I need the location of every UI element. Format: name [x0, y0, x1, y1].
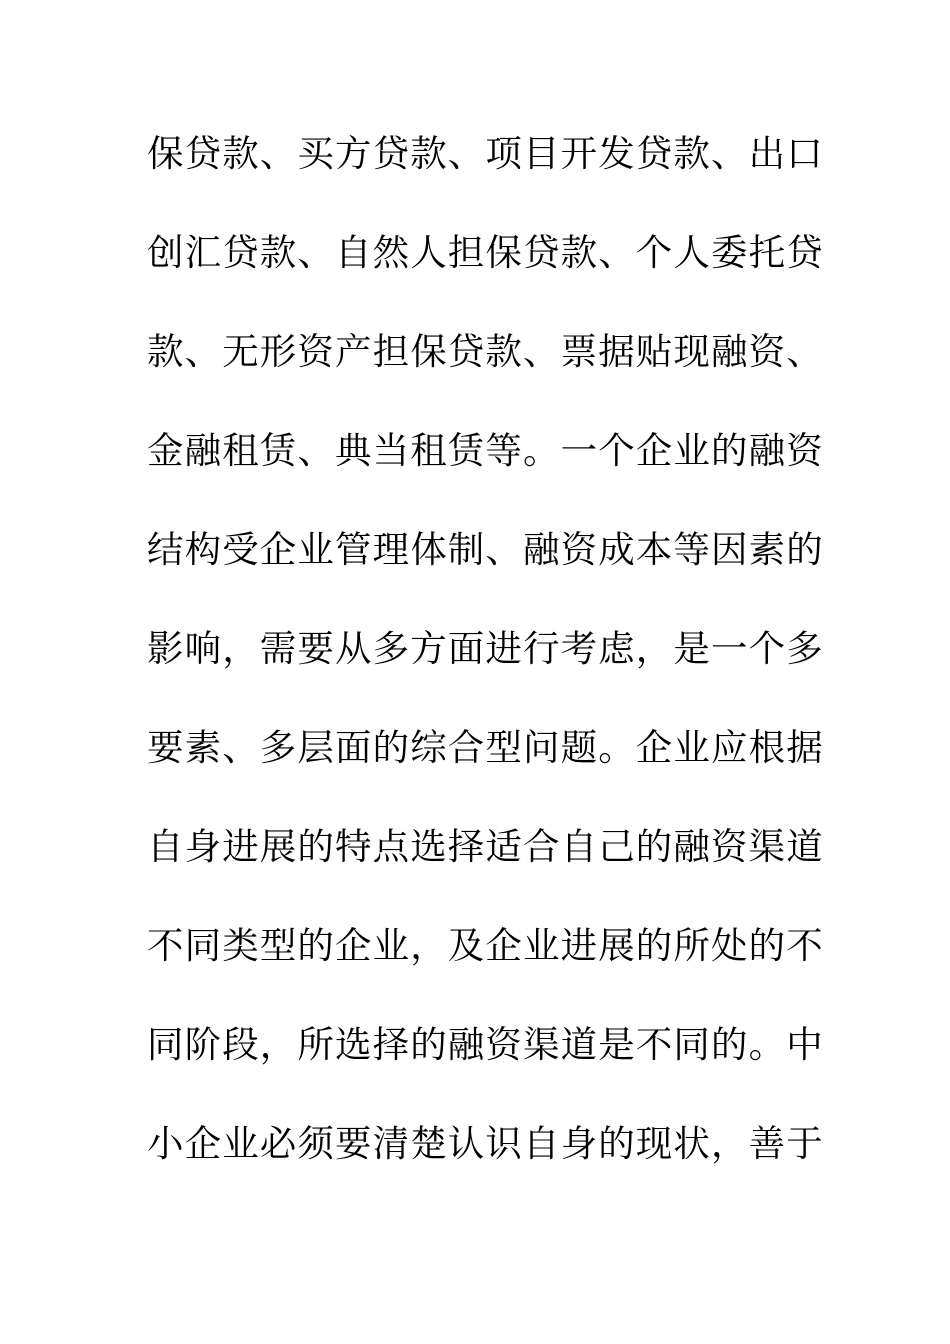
text-line-7: 要素、多层面的综合型问题。企业应根据	[147, 726, 824, 769]
text-line-4: 金融租赁、典当租赁等。一个企业的融资	[147, 429, 824, 472]
text-line-2: 创汇贷款、自然人担保贷款、个人委托贷	[147, 231, 824, 274]
text-line-1: 保贷款、买方贷款、项目开发贷款、出口	[147, 132, 824, 175]
text-line-10: 同阶段，所选择的融资渠道是不同的。中	[147, 1023, 824, 1066]
text-line-11: 小企业必须要清楚认识自身的现状，善于	[147, 1122, 824, 1165]
text-line-3: 款、无形资产担保贷款、票据贴现融资、	[147, 330, 824, 373]
text-line-5: 结构受企业管理体制、融资成本等因素的	[147, 528, 824, 571]
text-line-6: 影响，需要从多方面进行考虑，是一个多	[147, 627, 824, 670]
text-line-8: 自身进展的特点选择适合自己的融资渠道	[147, 825, 824, 868]
text-line-9: 不同类型的企业，及企业进展的所处的不	[147, 924, 824, 967]
body-text	[147, 124, 824, 1213]
